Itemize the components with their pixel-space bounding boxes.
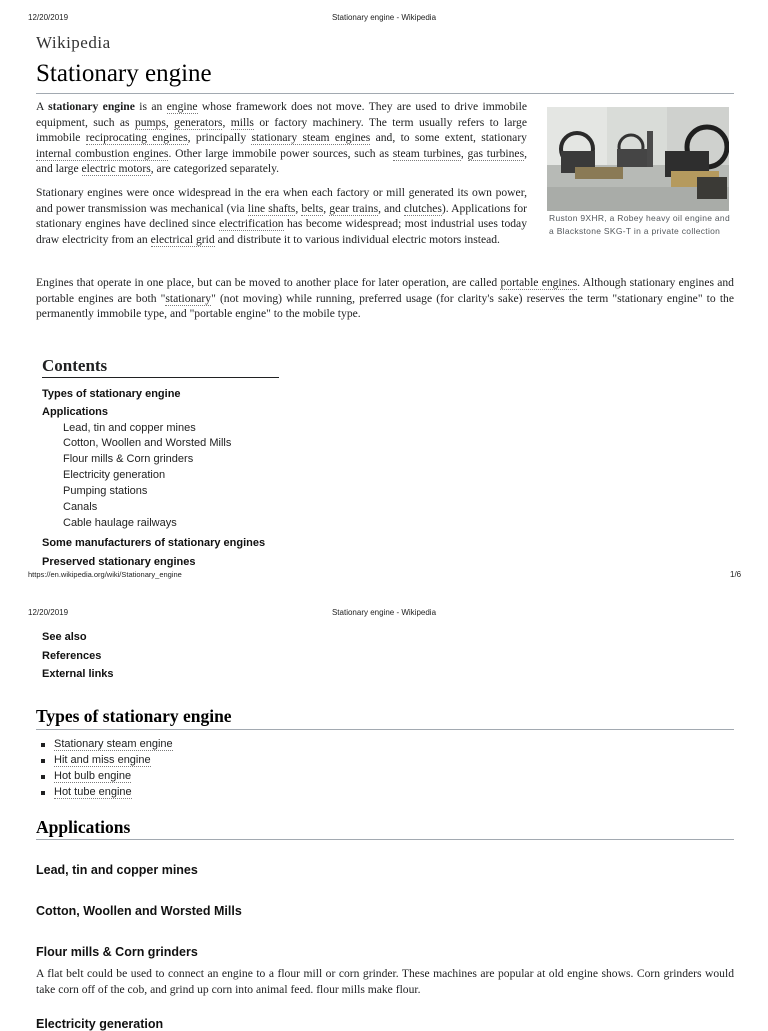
subsection-heading-partial: Electricity generation bbox=[36, 1017, 164, 1031]
print-url: https://en.wikipedia.org/wiki/Stationary_engine bbox=[28, 570, 182, 579]
inline-link[interactable]: stationary steam engines bbox=[251, 131, 371, 145]
subsection-heading: Flour mills & Corn grinders bbox=[36, 945, 198, 959]
types-list bbox=[36, 736, 173, 800]
toc-label[interactable]: Cable haulage railways bbox=[63, 517, 177, 529]
toc-label[interactable]: Types of stationary engine bbox=[42, 388, 181, 400]
inline-link[interactable]: line shafts bbox=[247, 201, 296, 215]
section-heading-types: Types of stationary engine bbox=[36, 706, 232, 726]
toc-label[interactable]: Cotton, Woollen and Worsted Mills bbox=[63, 437, 232, 449]
flour-paragraph: A flat belt could be used to connect an engine to a flour mill or corn grinder. These machines are popular at old engine shows. Corn grinders would take corn off of the cob, and grind up corn into animal feed. flour mills make flour. bbox=[36, 967, 734, 996]
print-title-page-2: Stationary engine - Wikipedia bbox=[331, 608, 437, 617]
inline-link[interactable]: electrical grid bbox=[150, 232, 215, 246]
inline-link[interactable]: steam turbines bbox=[392, 146, 461, 160]
toc-label[interactable]: See also bbox=[42, 631, 87, 643]
intro-paragraph-1: A stationary engine is an engine whose framework does not move. They are used to drive immobile equipment, such as pumps, generators, mills or factory machinery. The term usually refers to large immobile reciprocating engines, principally stationary steam engines and, to some extent, stationary internal combustion engines. Other large immobile power sources, such as steam turbines, gas turbines, and large electric motors, are categorized separately. bbox=[36, 100, 527, 176]
contents-rule bbox=[42, 377, 279, 378]
types-link[interactable]: Hot bulb engine bbox=[54, 770, 132, 782]
inline-link[interactable]: electric motors bbox=[81, 162, 151, 176]
intro-paragraph-3: Engines that operate in one place, but can be moved to another place for later operation, are called portable engines. Although stationary engines and portable engines are both "stationary" (not moving) while running, preferred usage (for clarity's sake) reserves the term "stationary engine" to the permanently immobile type, and "portable engine" to the mobile type. bbox=[36, 276, 734, 321]
inline-link[interactable]: engine bbox=[166, 100, 198, 113]
inline-link[interactable]: gas turbines bbox=[467, 146, 525, 160]
toc-item[interactable] bbox=[42, 384, 181, 402]
page-title: Stationary engine bbox=[36, 60, 212, 87]
section-rule bbox=[36, 729, 734, 730]
inline-link[interactable]: electrification bbox=[219, 217, 284, 231]
list-item bbox=[36, 736, 173, 752]
toc-label[interactable]: Pumping stations bbox=[63, 485, 148, 497]
toc-item[interactable] bbox=[42, 664, 114, 682]
toc-label[interactable]: Electricity generation bbox=[63, 469, 166, 481]
inline-link[interactable]: belts bbox=[301, 201, 324, 215]
inline-link[interactable]: pumps bbox=[134, 115, 166, 129]
print-title: Stationary engine - Wikipedia bbox=[331, 13, 437, 22]
toc-item[interactable] bbox=[42, 533, 265, 551]
toc-label[interactable]: Flour mills & Corn grinders bbox=[63, 453, 194, 465]
inline-link[interactable]: portable engines bbox=[500, 276, 578, 289]
section-rule bbox=[36, 839, 734, 840]
print-date-page-2: 12/20/2019 bbox=[28, 608, 69, 617]
inline-link[interactable]: internal combustion engines bbox=[36, 146, 169, 160]
wikipedia-logo[interactable]: Wikipedia bbox=[36, 33, 111, 52]
bold-term: stationary engine bbox=[48, 100, 135, 113]
inline-link[interactable]: gear trains bbox=[329, 201, 379, 215]
toc-label[interactable]: Preserved stationary engines bbox=[42, 556, 196, 568]
toc-label[interactable]: Applications bbox=[42, 406, 109, 418]
toc-label[interactable]: References bbox=[42, 650, 102, 662]
print-date: 12/20/2019 bbox=[28, 13, 69, 22]
intro-paragraph-2: Stationary engines were once widespread in the era when each factory or mill generated its own power, and power transmission was mechanical (via line shafts, belts, gear trains, and clutches). Applications for stationary engines have declined since electrification has become widespread; most industrial uses today draw electricity from an electrical grid and distribute it to various individual electric motors instead. bbox=[36, 186, 528, 246]
types-link[interactable]: Stationary steam engine bbox=[54, 738, 173, 750]
toc-item[interactable] bbox=[42, 552, 195, 570]
inline-link[interactable]: mills bbox=[230, 115, 254, 129]
inline-link[interactable]: reciprocating engines bbox=[85, 131, 188, 145]
engine-photo[interactable] bbox=[547, 107, 729, 211]
list-item bbox=[36, 768, 173, 784]
list-item bbox=[36, 784, 173, 800]
section-heading-applications: Applications bbox=[36, 817, 131, 837]
engine-photo-image bbox=[547, 107, 729, 211]
toc-label[interactable]: External links bbox=[42, 668, 114, 680]
toc-item[interactable] bbox=[42, 646, 101, 664]
list-item bbox=[36, 752, 173, 768]
types-link[interactable]: Hit and miss engine bbox=[54, 754, 151, 766]
inline-link[interactable]: stationary bbox=[165, 291, 212, 305]
subsection-heading: Cotton, Woollen and Worsted Mills bbox=[36, 904, 242, 918]
image-caption: Ruston 9XHR, a Robey heavy oil engine and a Blackstone SKG-T in a private collection bbox=[549, 213, 730, 236]
types-link[interactable]: Hot tube engine bbox=[54, 786, 132, 798]
title-rule bbox=[36, 93, 734, 94]
inline-link[interactable]: clutches bbox=[403, 201, 442, 215]
page-number: 1/6 bbox=[730, 570, 742, 579]
toc-item[interactable] bbox=[42, 627, 87, 645]
inline-link[interactable]: generators bbox=[174, 115, 223, 129]
toc-label[interactable]: Lead, tin and copper mines bbox=[63, 422, 196, 434]
toc-label[interactable]: Some manufacturers of stationary engines bbox=[42, 537, 266, 549]
toc-label[interactable]: Canals bbox=[63, 501, 98, 513]
contents-title: Contents bbox=[42, 356, 108, 375]
subsection-heading: Lead, tin and copper mines bbox=[36, 863, 198, 877]
toc-item[interactable] bbox=[63, 513, 177, 531]
